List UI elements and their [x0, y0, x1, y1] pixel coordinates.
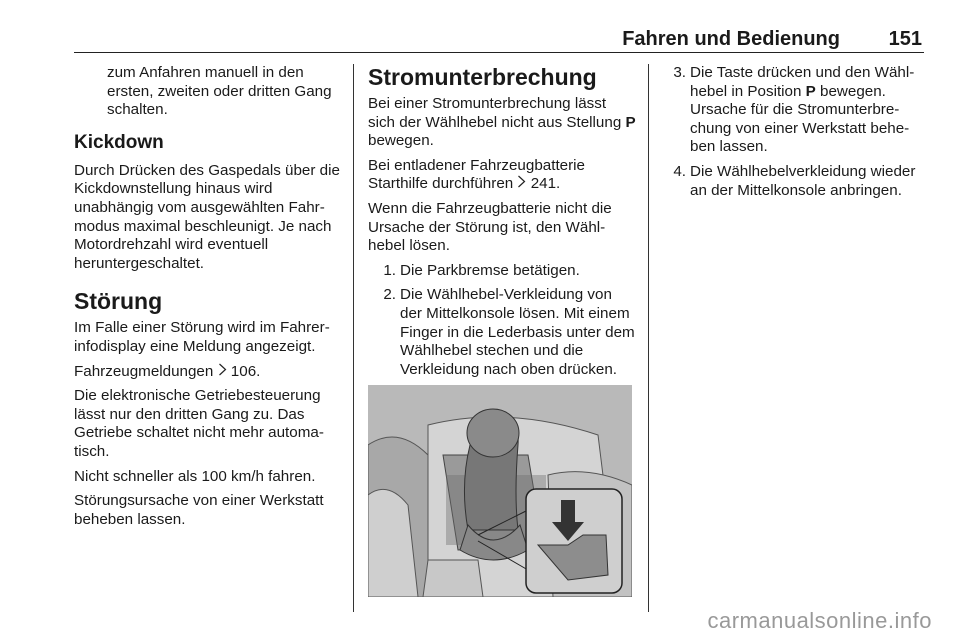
strom-p2 — [368, 157, 636, 194]
strom-p1-c: bewegen. — [368, 132, 434, 150]
list-number: 2. — [383, 286, 396, 304]
continued-text: zum Anfahren manuell in den ersten, zweiten oder dritten Gang schalten. — [107, 64, 332, 119]
column-divider-1 — [353, 64, 354, 612]
strom-p3: Wenn die Fahrzeugbatterie nicht die Ursache der Störung ist, den Wählhebel lösen. — [368, 199, 612, 255]
column-divider-2 — [648, 64, 649, 612]
page-header — [74, 22, 924, 53]
stoerung-p2-ref[interactable]: 106. — [230, 362, 261, 380]
stoerung-p3: Die elektronische Getriebesteuerung lässt nur den dritten Gang zu. Das Getriebe schaltet nicht mehr automatisch. — [74, 387, 324, 460]
list-number: 4. — [673, 162, 686, 180]
gear-lever-illustration — [368, 385, 632, 597]
list-number: 3. — [673, 64, 686, 81]
list-item — [368, 262, 636, 281]
strom-p1 — [368, 95, 636, 151]
column-right — [664, 64, 926, 206]
list-text: Die Wählhebel-Verkleidung von der Mittelkonsole lösen. Mit einem Finger in die Lederbasis unter dem Wählhebel stechen und die Verkleidung nach oben drücken. — [400, 286, 635, 378]
arrow-ref-icon — [218, 363, 227, 380]
header-title: Fahren und Bedienung — [622, 28, 840, 50]
stoerung-p4: Nicht schneller als 100 km/h fahren. — [74, 467, 316, 485]
arrow-ref-icon — [517, 175, 526, 192]
strom-p2-text: Bei entladener Fahrzeugbatterie Starthilfe durchführen — [368, 156, 585, 193]
strom-heading: Stromunterbrechung — [368, 64, 597, 90]
list-item — [368, 286, 636, 379]
step3-position: P — [805, 82, 816, 100]
stoerung-heading: Störung — [74, 288, 163, 315]
page-number: 151 — [888, 28, 922, 50]
list-text: Die Parkbremse betätigen. — [400, 261, 580, 279]
list-text: Die Wählhebelverkleidung wieder an der Mittelkonsole anbringen. — [690, 162, 916, 199]
list-number: 1. — [383, 261, 396, 279]
column-middle — [368, 64, 636, 597]
kickdown-text: Durch Drücken des Gaspedals über die Kickdownstellung hinaus wird unabhängig vom ausgewählten Fahrmodus maximal beschleunigt. Je nach Motordrehzahl wird eventuell heruntergeschaltet. — [74, 161, 340, 272]
list-item — [664, 163, 926, 200]
stoerung-p1: Im Falle einer Störung wird im Fahrerinfodisplay eine Meldung angezeigt. — [74, 319, 330, 355]
stoerung-p2 — [74, 363, 344, 382]
step3-a: Die Taste drücken und den Wählhebel in Position — [690, 64, 915, 100]
watermark: carmanualsonline.info — [707, 608, 932, 633]
column-left — [74, 64, 344, 535]
list-item — [664, 64, 926, 157]
kickdown-heading: Kickdown — [74, 131, 164, 153]
strom-p1-position: P — [625, 113, 636, 131]
strom-p1-a: Bei einer Stromunterbrechung lässt sich der Wählhebel nicht aus Stellung — [368, 95, 626, 131]
list-text — [690, 64, 926, 157]
stoerung-p2-text: Fahrzeugmeldungen — [74, 362, 214, 380]
strom-p2-ref[interactable]: 241. — [530, 175, 561, 193]
step3-c: bewegen. Ursache für die Stromunterbrechung von einer Werkstatt beheben lassen. — [690, 82, 910, 156]
stoerung-p5: Störungsursache von einer Werkstatt beheben lassen. — [74, 492, 324, 528]
